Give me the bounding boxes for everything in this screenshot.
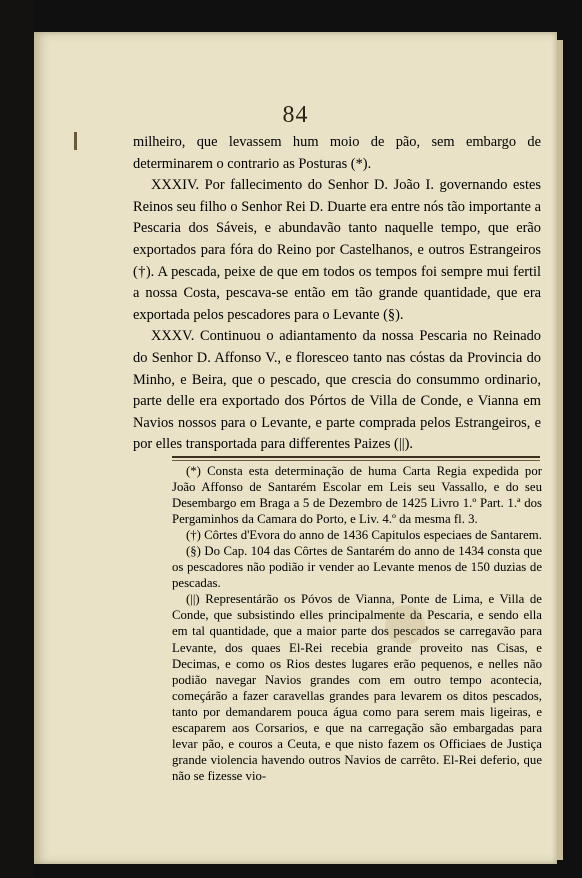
paragraph-continuation: milheiro, que levassem hum moio de pão, sem embargo de determinarem o contrario as Posturas (*). <box>133 134 541 172</box>
paper-stain <box>385 605 425 645</box>
scanner-background-left <box>0 0 34 878</box>
footnote-section: (§) Do Cap. 104 das Côrtes de Santarém do anno de 1434 consta que os pescadores não podião ir vender ao Levante menos de 150 duzias de pescadas. <box>172 544 542 591</box>
main-text <box>133 132 541 456</box>
page-number: 84 <box>282 102 309 128</box>
footnote-parallel: (||) Representárão os Póvos de Vianna, Ponte de Lima, e Villa de Conde, que subsistindo elles principalmente da Pescaria, e sendo ella em tal quantidade, que a maior parte dos pescados se carregavão para Levante, dos quaes El-Rei recebia grande proveito nas Cisas, e Decimas, e como os Rios destes lugares erão pequenos, e nelles não podião navegar Navios grandes com em outro tempo acontecia, começárão a fazer caravellas grandes para levarem os ditos pescados, tanto por demandarem pouca água como para serem mais ligeiras, e escaparem aos Corsarios, e que na carregação são embargadas para levar pão, e couros a Ceuta, e que nisto fazem os Officiaes de Justiça grande violencia havendo outros Navios de carrêto. El-Rei deferio, que não se fizesse vio- <box>172 592 542 783</box>
footnotes <box>172 463 542 784</box>
footnote-divider-thin <box>172 460 540 461</box>
paragraph-xxxv: XXXV. Continuou o adiantamento da nossa Pescaria no Reinado do Senhor D. Affonso V., e floresceo tanto nas cóstas da Provincia do Minho, e Beira, que o pescado, que crescia do consummo ordinario, parte delle era exportado dos Pórtos de Villa de Conde, e Vianna em Navios nossos para o Levante, e parte comprada pelos Estrangeiros, e por elles transportada para differentes Paizes (||). <box>133 328 541 453</box>
footnote-dagger: (†) Côrtes d'Evora do anno de 1436 Capitulos especiaes de Santarem. <box>186 528 542 543</box>
binding-mark <box>74 132 77 150</box>
paragraph-xxxiv: XXXIV. Por fallecimento do Senhor D. João I. governando estes Reinos seu filho o Senhor Rei D. Duarte era entre nós tão importante a Pescaria dos Sáveis, e abundavão tanto naquelle tempo, que erão exportados para fóra do Reino por Castelhanos, e outros Estrangeiros (†). A pescada, peixe de que em todos os tempos foi sempre mui fertil a nossa Costa, pescava-se então em tão grande quantidade, que era exportada pelos pescadores para o Levante (§). <box>133 177 541 323</box>
footnote-asterisk: (*) Consta esta determinação de huma Carta Regia expedida por João Affonso de Santarém Escolar em Leis seu Vassallo, e do seu Desembargo em Braga a 5 de Dezembro de 1425 Livro 1.º Part. 1.ª dos Pergaminhos da Camara do Porto, e Liv. 4.º da mesma fl. 3. <box>172 464 542 527</box>
footnote-divider <box>172 456 540 458</box>
